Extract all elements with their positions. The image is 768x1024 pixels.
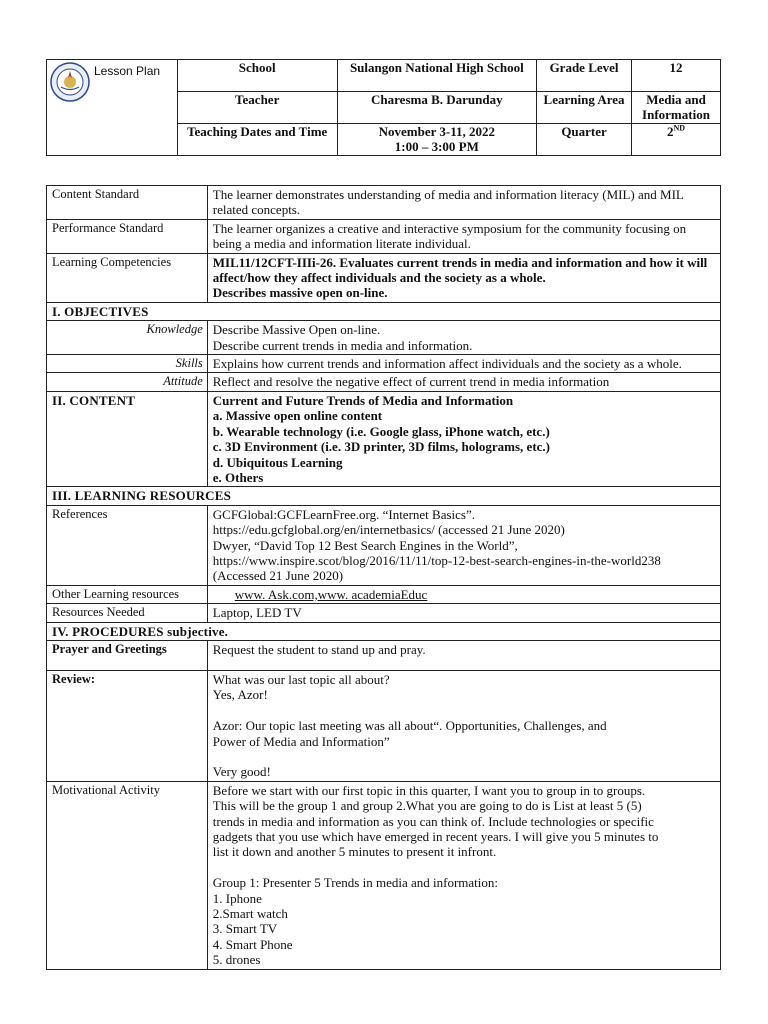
content-title: Current and Future Trends of Media and Information xyxy=(212,392,514,408)
references-label: References xyxy=(47,505,208,585)
grade-level-label: Grade Level xyxy=(537,60,632,92)
lesson-plan-table xyxy=(46,185,721,970)
motivational-line: list it down and another 5 minutes to present it infront. xyxy=(212,844,497,860)
learning-competencies-row xyxy=(47,253,721,302)
reference-line: https://www.inspire.scot/blog/2016/11/11/top-12-best-search-engines-in-the-world238 xyxy=(212,552,661,568)
performance-standard-text: The learner organizes a creative and interactive symposium for the community focusing on being a media and information literate individual. xyxy=(207,219,720,253)
other-resources-label: Other Learning resources xyxy=(47,585,208,603)
logo-cell xyxy=(47,60,178,156)
content-item: a. Massive open online content xyxy=(212,408,383,424)
procedures-heading: IV. PROCEDURES subjective. xyxy=(47,622,721,640)
motivational-line: Before we start with our first topic in this quarter, I want you to group in to groups. xyxy=(212,782,646,798)
motivational-blank xyxy=(213,860,716,875)
quarter-value xyxy=(632,124,721,156)
motivational-label: Motivational Activity xyxy=(47,781,208,969)
review-line: Yes, Azor! xyxy=(212,687,268,703)
performance-standard-label: Performance Standard xyxy=(47,219,208,253)
review-blank xyxy=(213,749,716,764)
motivational-line: 2.Smart watch xyxy=(212,906,288,922)
motivational-line: 5. drones xyxy=(212,952,261,968)
knowledge-label: Knowledge xyxy=(47,321,208,355)
competencies-line-1: MIL11/12CFT-IIIi-26. Evaluates current trends in media and information and how it will affect/how they affect individuals and the society as a whole. xyxy=(212,254,708,286)
objectives-heading: I. OBJECTIVES xyxy=(47,302,721,320)
teaching-dates-value xyxy=(337,124,537,156)
content-item: c. 3D Environment (i.e. 3D printer, 3D films, holograms, etc.) xyxy=(212,439,551,455)
review-line: What was our last topic all about? xyxy=(212,671,390,687)
motivational-line: trends in media and information as you can think of. Include technologies or specific xyxy=(212,813,654,829)
content-item: b. Wearable technology (i.e. Google glass, iPhone watch, etc.) xyxy=(212,423,550,439)
motivational-line: 4. Smart Phone xyxy=(212,936,293,952)
quarter-label: Quarter xyxy=(537,124,632,156)
school-value: Sulangon National High School xyxy=(337,60,537,92)
knowledge-line: Describe current trends in media and information. xyxy=(212,337,473,353)
content-standard-row xyxy=(47,186,721,220)
header-table xyxy=(46,59,721,156)
teaching-dates-line1: November 3-11, 2022 xyxy=(378,124,496,139)
learning-area-value: Media and Information xyxy=(632,92,721,124)
content-standard-label: Content Standard xyxy=(47,186,208,220)
content-heading: II. CONTENT xyxy=(47,391,208,486)
content-body xyxy=(207,391,720,486)
resources-heading: III. LEARNING RESOURCES xyxy=(47,487,721,505)
quarter-suffix: ND xyxy=(673,123,686,133)
content-item: d. Ubiquitous Learning xyxy=(212,454,343,470)
teacher-label: Teacher xyxy=(177,92,337,124)
review-line: Azor: Our topic last meeting was all about“. Opportunities, Challenges, and xyxy=(212,718,607,734)
learning-competencies-text xyxy=(207,253,720,302)
review-blank xyxy=(213,703,716,718)
content-item: e. Others xyxy=(212,469,264,485)
motivational-line: 1. Iphone xyxy=(212,890,262,906)
competencies-line-2: Describes massive open on-line. xyxy=(212,285,388,301)
teaching-dates-line2: 1:00 – 3:00 PM xyxy=(394,139,479,154)
school-label: School xyxy=(177,60,337,92)
skills-text: Explains how current trends and information affect individuals and the society as a whole. xyxy=(207,355,720,373)
motivational-text xyxy=(207,781,720,969)
attitude-text: Reflect and resolve the negative effect of current trend in media information xyxy=(207,373,720,391)
grade-level-value: 12 xyxy=(632,60,721,92)
lesson-plan-label: Lesson Plan xyxy=(94,64,161,78)
learning-competencies-label: Learning Competencies xyxy=(47,253,208,302)
resources-needed-value: Laptop, LED TV xyxy=(207,604,720,622)
content-standard-text: The learner demonstrates understanding of media and information literacy (MIL) and MIL related concepts. xyxy=(207,186,720,220)
quarter-number: 2 xyxy=(666,124,674,139)
attitude-label: Attitude xyxy=(47,373,208,391)
other-resources-value xyxy=(207,585,720,603)
resources-needed-label: Resources Needed xyxy=(47,604,208,622)
knowledge-line: Describe Massive Open on-line. xyxy=(212,322,381,338)
review-line: Power of Media and Information” xyxy=(212,733,390,749)
teacher-value: Charesma B. Darunday xyxy=(337,92,537,124)
knowledge-text xyxy=(207,321,720,355)
skills-label: Skills xyxy=(47,355,208,373)
deped-seal-icon xyxy=(50,62,90,102)
prayer-label: Prayer and Greetings xyxy=(47,640,208,670)
motivational-line: Group 1: Presenter 5 Trends in media and information: xyxy=(212,875,499,891)
reference-line: https://edu.gcfglobal.org/en/internetbasics/ (accessed 21 June 2020) xyxy=(212,522,565,538)
motivational-line: This will be the group 1 and group 2.What you are going to do is List at least 5 (5) xyxy=(212,798,642,814)
learning-area-label: Learning Area xyxy=(537,92,632,124)
prayer-text: Request the student to stand up and pray. xyxy=(207,640,720,670)
other-resources-link[interactable]: www. Ask.com,www. academiaEduc xyxy=(234,586,428,602)
review-label: Review: xyxy=(47,670,208,781)
review-text xyxy=(207,670,720,781)
reference-line: (Accessed 21 June 2020) xyxy=(212,568,344,584)
teaching-dates-label: Teaching Dates and Time xyxy=(177,124,337,156)
reference-line: Dwyer, “David Top 12 Best Search Engines in the World”, xyxy=(212,537,518,553)
references-text xyxy=(207,505,720,585)
motivational-line: gadgets that you use which have emerged in recent years. I will give you 5 minutes to xyxy=(212,829,659,844)
reference-line: GCFGlobal:GCFLearnFree.org. “Internet Basics”. xyxy=(212,506,475,522)
motivational-line: 3. Smart TV xyxy=(212,921,278,937)
review-line: Very good! xyxy=(212,764,271,780)
performance-standard-row xyxy=(47,219,721,253)
